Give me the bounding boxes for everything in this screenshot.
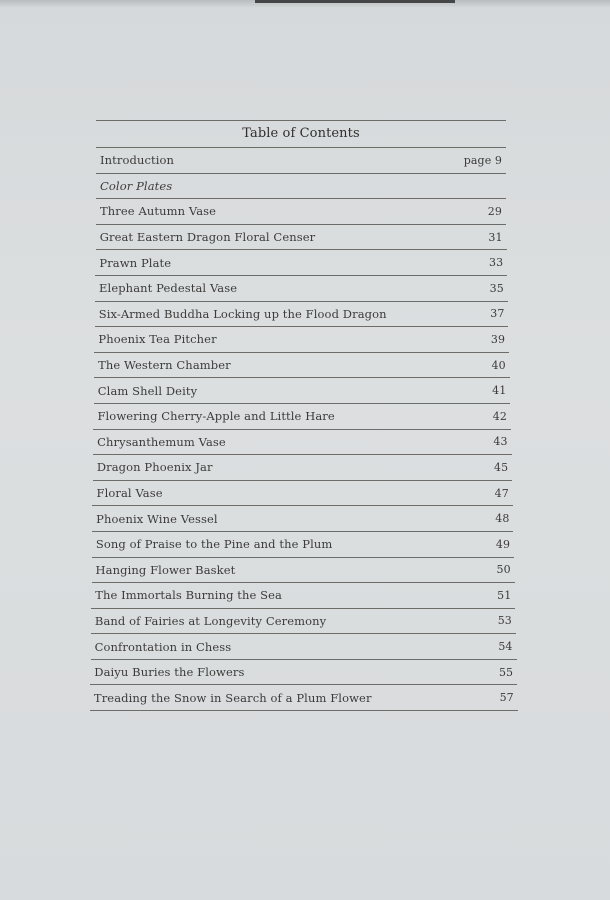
entry-label: Dragon Phoenix Jar xyxy=(96,460,213,475)
table-of-contents xyxy=(93,120,514,711)
toc-entry xyxy=(90,685,518,711)
toc-entry xyxy=(93,455,512,481)
toc-entry xyxy=(92,481,512,507)
entry-label: Phoenix Wine Vessel xyxy=(96,511,218,526)
toc-entry xyxy=(94,327,509,353)
entry-label: Song of Praise to the Pine and the Plum xyxy=(95,537,333,552)
entry-page: 57 xyxy=(499,691,514,705)
section-label: Color Plates xyxy=(100,178,173,193)
entry-page: 55 xyxy=(498,665,514,679)
entry-label: Elephant Pedestal Vase xyxy=(99,281,238,296)
entry-label: Treading the Snow in Search of a Plum Flower xyxy=(93,690,372,705)
toc-entry xyxy=(90,660,517,686)
entry-page: 39 xyxy=(490,332,506,346)
entry-label: Hanging Flower Basket xyxy=(95,562,236,577)
toc-entry xyxy=(96,225,507,251)
entry-page: 31 xyxy=(488,230,503,244)
entry-page: 50 xyxy=(496,563,511,577)
toc-entry xyxy=(96,199,506,225)
entry-page: 29 xyxy=(487,204,502,218)
entry-label: Flowering Cherry-Apple and Little Hare xyxy=(97,409,335,424)
entry-label: Introduction xyxy=(100,153,175,168)
entry-label: Floral Vase xyxy=(96,486,163,501)
entry-label: Band of Fairies at Longevity Ceremony xyxy=(94,613,327,628)
entry-page: 42 xyxy=(492,409,507,423)
toc-entry xyxy=(92,506,513,532)
toc-entry xyxy=(92,558,515,584)
entry-page: 43 xyxy=(493,435,508,449)
entry-page: 40 xyxy=(491,358,506,372)
entry-label: The Immortals Burning the Sea xyxy=(95,588,283,603)
entry-label: Prawn Plate xyxy=(99,255,172,270)
entry-page: 35 xyxy=(489,281,504,295)
entry-page: 37 xyxy=(490,307,505,321)
entry-label: Great Eastern Dragon Floral Censer xyxy=(99,230,316,245)
toc-entry-introduction xyxy=(96,148,506,174)
entry-label: The Western Chamber xyxy=(98,358,231,373)
toc-entry xyxy=(94,353,510,379)
toc-entry xyxy=(91,634,517,660)
entry-page: 45 xyxy=(493,460,509,474)
entry-page: 41 xyxy=(492,384,507,398)
page-top-edge xyxy=(255,0,455,3)
entry-page: 51 xyxy=(497,588,512,602)
entry-page: page 9 xyxy=(463,153,502,167)
toc-entries xyxy=(93,199,514,711)
toc-entry xyxy=(94,378,511,404)
entry-page: 54 xyxy=(498,640,513,654)
toc-entry xyxy=(91,583,515,609)
entry-label: Six-Armed Buddha Locking up the Flood Dragon xyxy=(98,306,387,321)
toc-entry xyxy=(93,430,511,456)
entry-label: Chrysanthemum Vase xyxy=(97,434,226,449)
entry-page: 53 xyxy=(497,614,512,628)
toc-entry xyxy=(95,276,508,302)
toc-title: Table of Contents xyxy=(242,126,360,141)
toc-entry xyxy=(92,532,514,558)
entry-page: 48 xyxy=(495,512,510,526)
toc-section-color-plates xyxy=(96,174,506,200)
entry-label: Phoenix Tea Pitcher xyxy=(98,332,217,347)
entry-page: 33 xyxy=(489,256,504,270)
entry-page: 49 xyxy=(495,537,511,551)
entry-label: Daiyu Buries the Flowers xyxy=(94,665,245,680)
toc-entry xyxy=(93,404,511,430)
entry-label: Clam Shell Deity xyxy=(97,383,198,398)
entry-page: 47 xyxy=(494,486,509,500)
entry-label: Three Autumn Vase xyxy=(100,204,217,219)
toc-entry xyxy=(95,250,507,276)
entry-label: Confrontation in Chess xyxy=(94,639,232,654)
toc-entry xyxy=(95,302,509,328)
toc-entry xyxy=(91,609,516,635)
